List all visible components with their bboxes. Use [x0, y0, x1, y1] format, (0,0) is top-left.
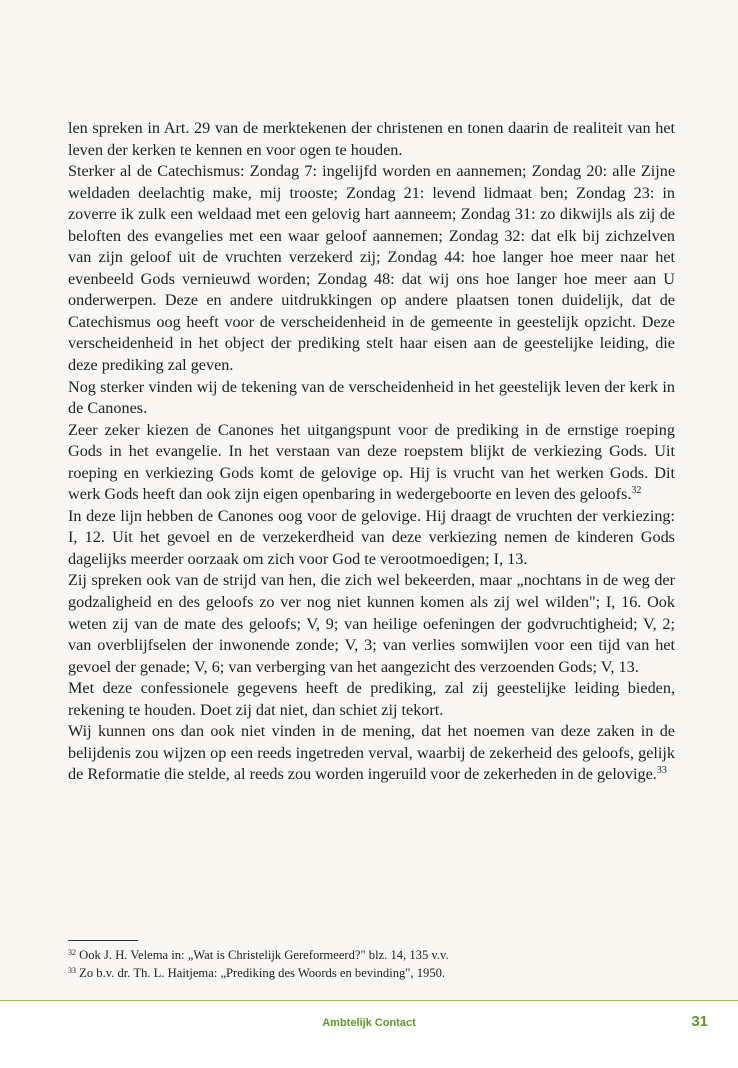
- footnote: [68, 964, 688, 982]
- paragraph: Met deze confessionele gegevens heeft de prediking, zal zij geestelijke leiding bieden, rekening te houden. Doet zij dat niet, dan schiet zij tekort.: [68, 679, 675, 719]
- paragraph: Zij spreken ook van de strijd van hen, die zich wel bekeerden, maar „nochtans in de weg der godzaligheid en des geloofs zo ver nog niet kunnen komen als zij wel wilden"; I, 16. Ook weten zij van de mate des geloofs; V, 9; van heilige oefeningen der godvruchtigheid; V, 2; van overblijfselen der inwonende zonde; V, 3; van verlies somwijlen voor een tijd van het gevoel der genade; V, 6; van verberging van het aangezicht des verzoenden Gods; V, 13.: [68, 571, 675, 676]
- page-number: 31: [691, 1013, 708, 1030]
- paragraph-text: Wij kunnen ons dan ook niet vinden in de mening, dat het noemen van deze zaken in de belijdenis zou wijzen op een reeds ingetreden verval, waarbij de zekerheid des geloofs, gelijk de Reformatie die stelde, al reeds zou worden ingeruild voor de zekerheden in de gelovige.: [68, 722, 675, 784]
- footnotes: [68, 946, 688, 982]
- paragraph-text: Zeer zeker kiezen de Canones het uitgangspunt voor de prediking in de ernstige roeping Gods in het evangelie. In het verstaan van deze roepstem blijkt de verkiezing Gods. Uit roeping en verkiezing Gods komt de gelovige op. Hij is vrucht van het werken Gods. Dit werk Gods heeft dan ook zijn eigen openbaring in wedergeboorte en leven des geloofs.: [68, 420, 675, 504]
- footer-divider: [0, 1000, 738, 1001]
- footnote-reference[interactable]: 32: [631, 485, 642, 497]
- footnote-text: Ook J. H. Velema in: „Wat is Christelijk Gereformeerd?" blz. 14, 135 v.v.: [79, 948, 449, 962]
- footnote-number: 33: [68, 966, 76, 975]
- paragraph: Sterker al de Catechismus: Zondag 7: ingelijfd worden en aannemen; Zondag 20: alle Zijne weldaden deelachtig make, mij trooste; Zondag 21: levend lidmaat ben; Zondag 23: in zoverre ik zulk een weldaad met een gelovig hart aanneem; Zondag 31: zo dikwijls als zij de beloften des evangelies met een waar geloof aannemen; Zondag 32: dat elk bij zichzelven van zijn geloof uit de vruchten verzekerd zij; Zondag 44: hoe langer hoe meer naar het evenbeeld Gods vernieuwd worden; Zondag 48: dat wij ons hoe langer hoe meer aan U onderwerpen. Deze en andere uitdrukkingen op andere plaatsen tonen duidelijk, dat de Catechismus oog heeft voor de verscheidenheid in de gemeente in geestelijk opzicht. Deze verscheidenheid in het object der prediking stelt haar eisen aan de geestelijke leiding, die deze prediking zal geven.: [68, 162, 675, 375]
- footnote-divider: [68, 940, 138, 941]
- footnote-text: Zo b.v. dr. Th. L. Haitjema: „Prediking des Woords en bevinding", 1950.: [79, 966, 446, 980]
- paragraph: [68, 721, 675, 786]
- publication-title: Ambtelijk Contact: [322, 1017, 416, 1029]
- paragraph: Nog sterker vinden wij de tekening van de verscheidenheid in het geestelijk leven der kerk in de Canones.: [68, 377, 675, 418]
- footnote-reference[interactable]: 33: [656, 765, 667, 777]
- footnote-number: 32: [68, 948, 76, 957]
- paragraph: In deze lijn hebben de Canones oog voor de gelovige. Hij draagt de vruchten der verkiezing: I, 12. Uit het gevoel en de verzekerdheid van deze verkiezing nemen de kinderen Gods dagelijks meerder oorzaak om zich voor God te verootmoedigen; I, 13.: [68, 506, 675, 568]
- body-text: [68, 118, 675, 786]
- footnote: [68, 946, 688, 964]
- paragraph: [68, 420, 675, 506]
- paragraph: len spreken in Art. 29 van de merktekenen der christenen en tonen daarin de realiteit van het leven der kerken te kennen en voor ogen te houden.: [68, 119, 675, 159]
